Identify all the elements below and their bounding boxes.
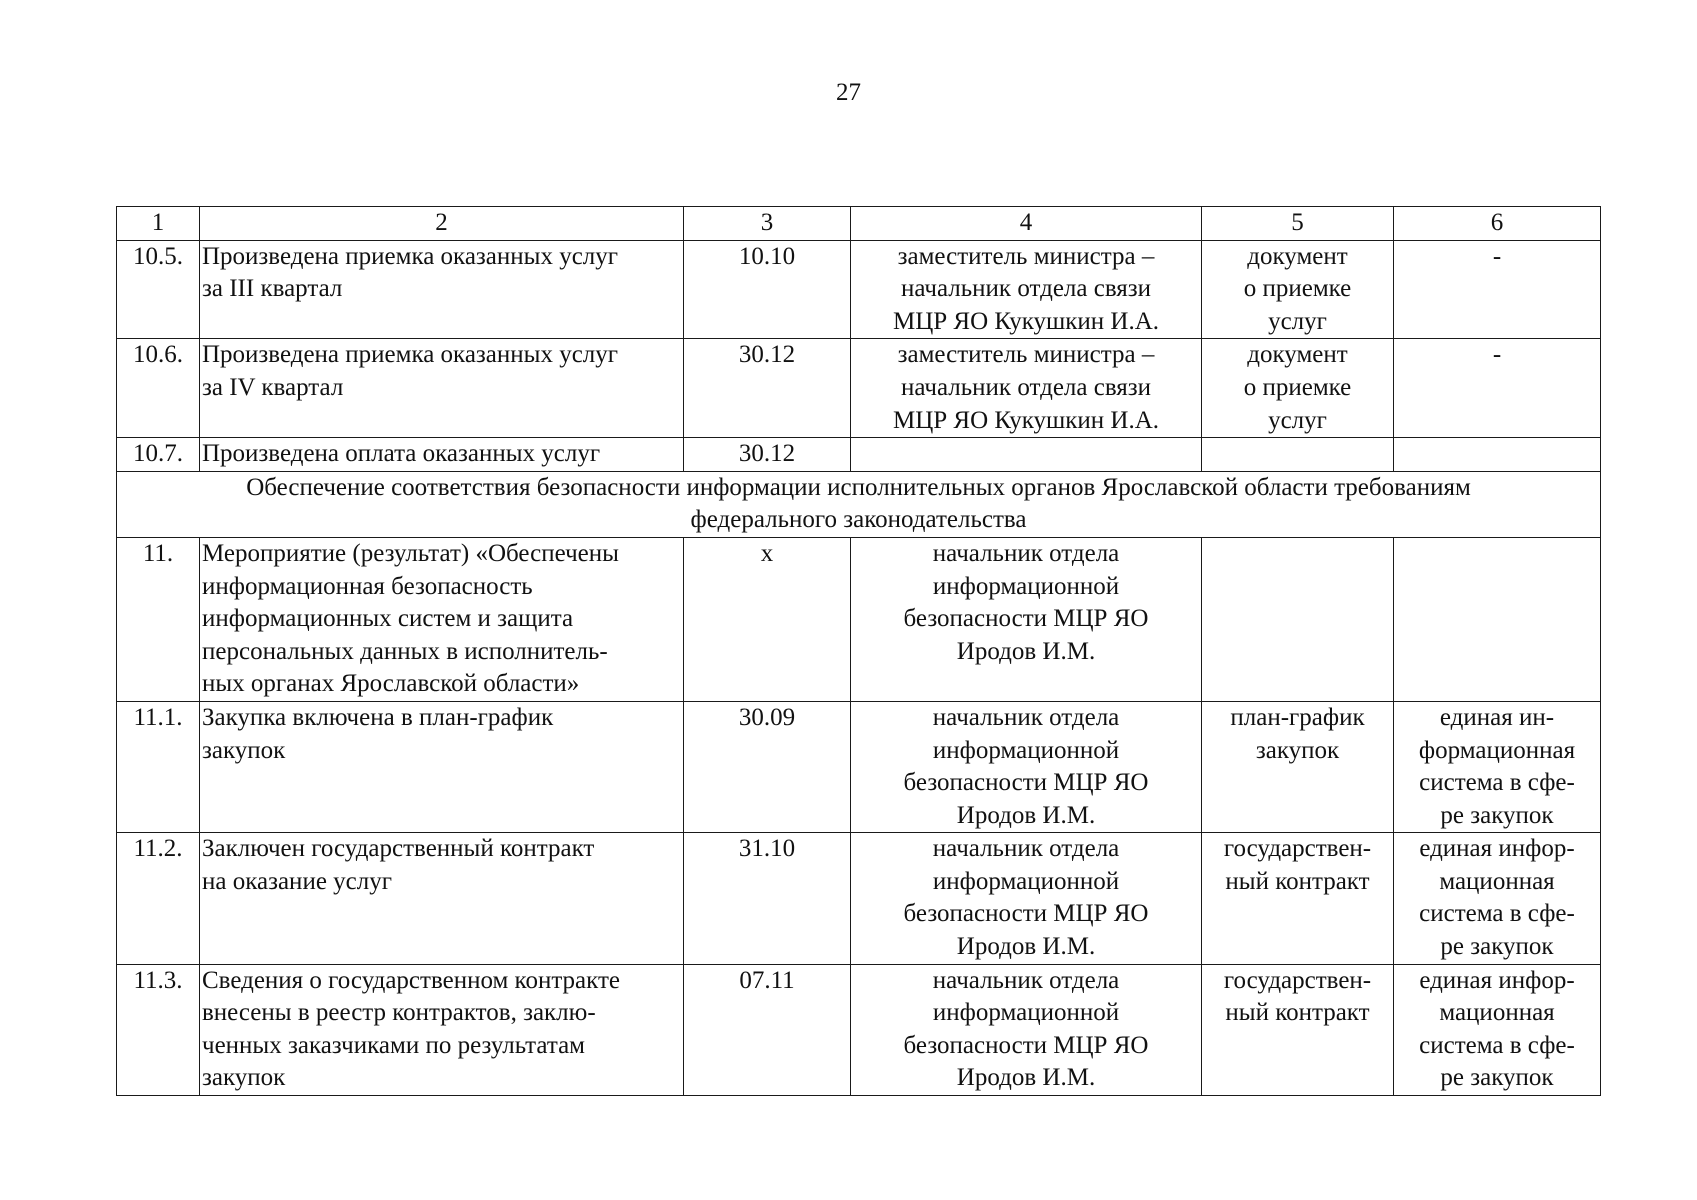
info-system-cell: единая инфор- мационная система в сфе- ре закупок [1394,833,1601,964]
deadline-cell: 30.12 [684,339,851,438]
row-number-cell: 11. [117,537,200,701]
table-row [117,339,1601,438]
row-number-cell: 11.2. [117,833,200,964]
column-header: 3 [684,207,851,241]
event-name-cell: Закупка включена в план-график закупок [200,701,684,832]
plan-table-body [117,207,1601,1096]
info-system-cell [1394,537,1601,701]
row-number-cell: 10.5. [117,240,200,339]
row-number-cell: 10.7. [117,438,200,472]
deadline-cell: 30.12 [684,438,851,472]
document-cell [1202,537,1394,701]
column-header-row [117,207,1601,241]
column-header: 6 [1394,207,1601,241]
event-name-cell: Произведена оплата оказанных услуг [200,438,684,472]
table-row [117,537,1601,701]
deadline-cell: 31.10 [684,833,851,964]
info-system-cell: единая ин- формационная система в сфе- ре закупок [1394,701,1601,832]
event-name-cell: Сведения о государственном контракте внесены в реестр контрактов, заклю- ченных заказчиками по результатам закупок [200,964,684,1095]
document-cell [1202,438,1394,472]
document-cell: документ о приемке услуг [1202,339,1394,438]
responsible-cell: начальник отдела информационной безопасности МЦР ЯО Иродов И.М. [851,701,1202,832]
responsible-cell: начальник отдела информационной безопасности МЦР ЯО Иродов И.М. [851,964,1202,1095]
info-system-cell: - [1394,240,1601,339]
section-row [117,471,1601,537]
page-number: 27 [836,79,861,106]
info-system-cell: - [1394,339,1601,438]
document-cell: государствен- ный контракт [1202,964,1394,1095]
deadline-cell: 07.11 [684,964,851,1095]
column-header: 5 [1202,207,1394,241]
deadline-cell: 30.09 [684,701,851,832]
document-cell: государствен- ный контракт [1202,833,1394,964]
row-number-cell: 11.3. [117,964,200,1095]
responsible-cell: начальник отдела информационной безопасности МЦР ЯО Иродов И.М. [851,537,1202,701]
row-number-cell: 10.6. [117,339,200,438]
responsible-cell: заместитель министра – начальник отдела связи МЦР ЯО Кукушкин И.А. [851,240,1202,339]
table-row [117,833,1601,964]
table-row [117,701,1601,832]
event-name-cell: Произведена приемка оказанных услуг за IV квартал [200,339,684,438]
event-name-cell: Заключен государственный контракт на оказание услуг [200,833,684,964]
event-name-cell: Произведена приемка оказанных услуг за III квартал [200,240,684,339]
responsible-cell: начальник отдела информационной безопасности МЦР ЯО Иродов И.М. [851,833,1202,964]
row-number-cell: 11.1. [117,701,200,832]
event-name-cell: Мероприятие (результат) «Обеспечены информационная безопасность информационных систем и защита персональных данных в исполнитель- ных органах Ярославской области» [200,537,684,701]
table-row [117,438,1601,472]
deadline-cell: х [684,537,851,701]
document-cell: документ о приемке услуг [1202,240,1394,339]
deadline-cell: 10.10 [684,240,851,339]
info-system-cell [1394,438,1601,472]
table-row [117,240,1601,339]
responsible-cell: заместитель министра – начальник отдела связи МЦР ЯО Кукушкин И.А. [851,339,1202,438]
table-row [117,964,1601,1095]
section-title: Обеспечение соответствия безопасности информации исполнительных органов Ярославской области требованиям федерального законодательства [117,471,1601,537]
document-cell: план-график закупок [1202,701,1394,832]
column-header: 1 [117,207,200,241]
info-system-cell: единая инфор- мационная система в сфе- ре закупок [1394,964,1601,1095]
plan-table [116,206,1601,1096]
column-header: 2 [200,207,684,241]
responsible-cell [851,438,1202,472]
column-header: 4 [851,207,1202,241]
